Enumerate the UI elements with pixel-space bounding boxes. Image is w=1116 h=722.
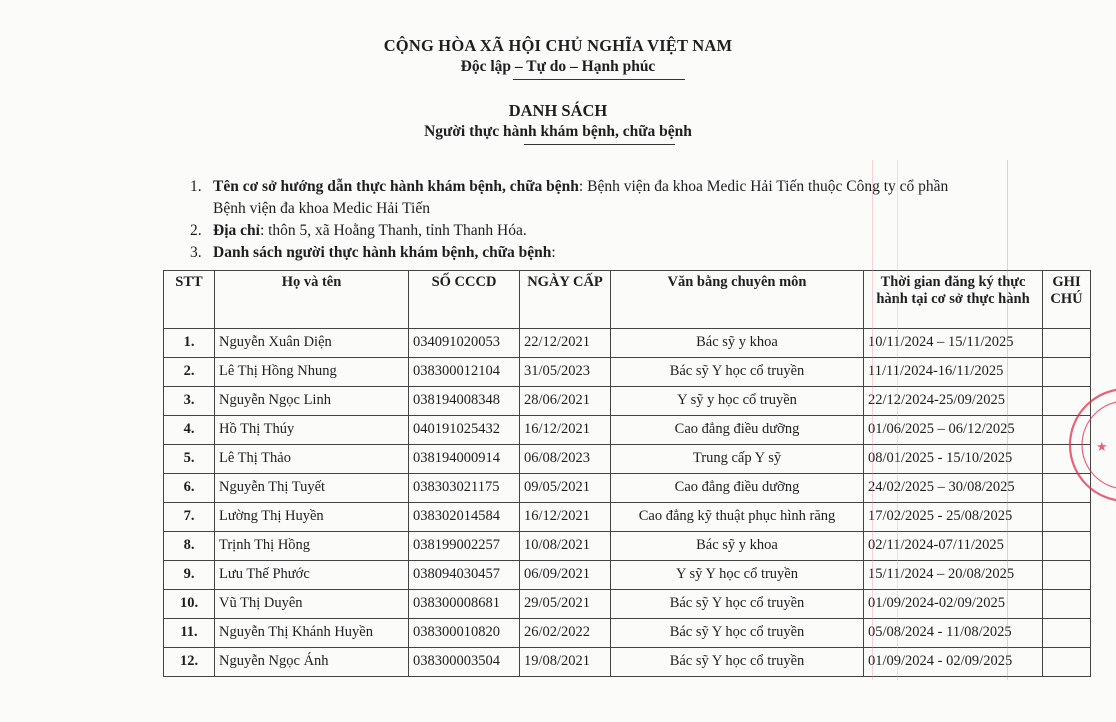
- cell-note: [1043, 648, 1091, 677]
- cell-cccd: 038094030457: [409, 561, 520, 590]
- table-row: [164, 561, 1091, 590]
- cell-note: [1043, 387, 1091, 416]
- cell-issue-date: 22/12/2021: [520, 329, 611, 358]
- cell-note: [1043, 561, 1091, 590]
- cell-name: Nguyễn Ngọc Linh: [215, 387, 409, 416]
- cell-stt: 8.: [164, 532, 215, 561]
- cell-degree: Bác sỹ Y học cổ truyền: [611, 358, 864, 387]
- cell-cccd: 038300008681: [409, 590, 520, 619]
- cell-issue-date: 28/06/2021: [520, 387, 611, 416]
- cell-stt: 7.: [164, 503, 215, 532]
- table-row: [164, 503, 1091, 532]
- cell-name: Lê Thị Thảo: [215, 445, 409, 474]
- cell-cccd: 038302014584: [409, 503, 520, 532]
- cell-name: Trịnh Thị Hồng: [215, 532, 409, 561]
- cell-name: Lường Thị Huyền: [215, 503, 409, 532]
- nation-heading: CỘNG HÒA XÃ HỘI CHỦ NGHĨA VIỆT NAM: [383, 36, 733, 55]
- cell-name: Nguyễn Thị Khánh Huyền: [215, 619, 409, 648]
- table-row: [164, 416, 1091, 445]
- scan-guide-line: [897, 160, 898, 680]
- table-row: [164, 590, 1091, 619]
- cell-period: 22/12/2024-25/09/2025: [864, 387, 1043, 416]
- cell-issue-date: 19/08/2021: [520, 648, 611, 677]
- cell-name: Nguyễn Xuân Diện: [215, 329, 409, 358]
- cell-note: [1043, 619, 1091, 648]
- info-label: Địa chỉ: [213, 222, 260, 239]
- info-value: : Bệnh viện đa khoa Medic Hải Tiến thuộc Công ty cổ phần: [578, 178, 949, 195]
- column-header-issue-date: NGÀY CẤP: [520, 271, 611, 329]
- cell-name: Hồ Thị Thúy: [215, 416, 409, 445]
- cell-issue-date: 31/05/2023: [520, 358, 611, 387]
- cell-stt: 5.: [164, 445, 215, 474]
- cell-issue-date: 06/09/2021: [520, 561, 611, 590]
- cell-period: 10/11/2024 – 15/11/2025: [864, 329, 1043, 358]
- scan-guide-line: [872, 160, 873, 680]
- cell-period: 11/11/2024-16/11/2025: [864, 358, 1043, 387]
- cell-period: 01/09/2024 - 02/09/2025: [864, 648, 1043, 677]
- motto-underline: [513, 79, 685, 80]
- table-row: [164, 329, 1091, 358]
- cell-issue-date: 09/05/2021: [520, 474, 611, 503]
- cell-note: [1043, 532, 1091, 561]
- cell-issue-date: 16/12/2021: [520, 503, 611, 532]
- cell-degree: Cao đẳng điều dưỡng: [611, 474, 864, 503]
- cell-issue-date: 26/02/2022: [520, 619, 611, 648]
- cell-cccd: 038199002257: [409, 532, 520, 561]
- cell-cccd: 038194000914: [409, 445, 520, 474]
- cell-cccd: 040191025432: [409, 416, 520, 445]
- scan-guide-line: [1007, 160, 1008, 680]
- cell-name: Nguyễn Thị Tuyết: [215, 474, 409, 503]
- info-item-facility: [190, 176, 948, 198]
- info-number: 1.: [190, 178, 202, 195]
- cell-issue-date: 16/12/2021: [520, 416, 611, 445]
- subtitle-underline: [524, 144, 675, 145]
- cell-name: Nguyễn Ngọc Ánh: [215, 648, 409, 677]
- cell-period: 24/02/2025 – 30/08/2025: [864, 474, 1043, 503]
- cell-issue-date: 10/08/2021: [520, 532, 611, 561]
- cell-period: 01/06/2025 – 06/12/2025: [864, 416, 1043, 445]
- cell-cccd: 038300003504: [409, 648, 520, 677]
- cell-degree: Y sỹ Y học cổ truyền: [611, 561, 864, 590]
- cell-name: Lưu Thế Phước: [215, 561, 409, 590]
- cell-note: [1043, 474, 1091, 503]
- cell-stt: 1.: [164, 329, 215, 358]
- cell-degree: Bác sỹ y khoa: [611, 329, 864, 358]
- cell-degree: Y sỹ y học cổ truyền: [611, 387, 864, 416]
- table-row: [164, 619, 1091, 648]
- table-row: [164, 648, 1091, 677]
- stamp-star: ★: [1096, 439, 1108, 454]
- info-label: Tên cơ sở hướng dẫn thực hành khám bệnh, chữa bệnh: [213, 178, 579, 195]
- cell-stt: 11.: [164, 619, 215, 648]
- cell-issue-date: 06/08/2023: [520, 445, 611, 474]
- info-number: 3.: [190, 244, 202, 261]
- cell-period: 02/11/2024-07/11/2025: [864, 532, 1043, 561]
- info-item-list: [190, 242, 556, 264]
- info-value: :: [551, 244, 556, 261]
- cell-degree: Cao đẳng điều dưỡng: [611, 416, 864, 445]
- motto: Độc lập – Tự do – Hạnh phúc: [460, 58, 656, 75]
- cell-note: [1043, 445, 1091, 474]
- cell-degree: Bác sỹ Y học cổ truyền: [611, 590, 864, 619]
- cell-stt: 9.: [164, 561, 215, 590]
- cell-note: [1043, 416, 1091, 445]
- cell-period: 01/09/2024-02/09/2025: [864, 590, 1043, 619]
- cell-note: [1043, 329, 1091, 358]
- table-row: [164, 358, 1091, 387]
- column-header-degree: Văn bằng chuyên môn: [611, 271, 864, 329]
- cell-stt: 3.: [164, 387, 215, 416]
- table-row: [164, 387, 1091, 416]
- cell-stt: 12.: [164, 648, 215, 677]
- cell-cccd: 038194008348: [409, 387, 520, 416]
- cell-cccd: 038303021175: [409, 474, 520, 503]
- column-header-cccd: SỐ CCCD: [409, 271, 520, 329]
- column-header-stt: STT: [164, 271, 215, 329]
- cell-degree: Trung cấp Y sỹ: [611, 445, 864, 474]
- cell-degree: Bác sỹ Y học cổ truyền: [611, 648, 864, 677]
- cell-period: 08/01/2025 - 15/10/2025: [864, 445, 1043, 474]
- cell-cccd: 038300012104: [409, 358, 520, 387]
- info-value: : thôn 5, xã Hoằng Thanh, tỉnh Thanh Hóa.: [259, 222, 527, 239]
- cell-issue-date: 29/05/2021: [520, 590, 611, 619]
- document-title: DANH SÁCH: [508, 101, 608, 120]
- document-subtitle: Người thực hành khám bệnh, chữa bệnh: [424, 123, 692, 140]
- cell-stt: 6.: [164, 474, 215, 503]
- cell-cccd: 034091020053: [409, 329, 520, 358]
- table-row: [164, 532, 1091, 561]
- column-header-note: GHI CHÚ: [1043, 271, 1091, 329]
- table-row: [164, 445, 1091, 474]
- cell-name: Vũ Thị Duyên: [215, 590, 409, 619]
- info-item-address: [190, 220, 527, 242]
- cell-period: 05/08/2024 - 11/08/2025: [864, 619, 1043, 648]
- cell-degree: Bác sỹ y khoa: [611, 532, 864, 561]
- practitioner-table: [163, 270, 1091, 677]
- cell-note: [1043, 503, 1091, 532]
- cell-degree: Cao đẳng kỹ thuật phục hình răng: [611, 503, 864, 532]
- column-header-period: Thời gian đăng ký thực hành tại cơ sở thực hành: [864, 271, 1043, 329]
- table-header-row: [164, 271, 1091, 329]
- cell-period: 17/02/2025 - 25/08/2025: [864, 503, 1043, 532]
- column-header-name: Họ và tên: [215, 271, 409, 329]
- cell-name: Lê Thị Hồng Nhung: [215, 358, 409, 387]
- cell-note: [1043, 590, 1091, 619]
- info-item-facility-continued: Bệnh viện đa khoa Medic Hải Tiến: [213, 200, 430, 217]
- cell-note: [1043, 358, 1091, 387]
- cell-stt: 10.: [164, 590, 215, 619]
- table-row: [164, 474, 1091, 503]
- cell-period: 15/11/2024 – 20/08/2025: [864, 561, 1043, 590]
- cell-degree: Bác sỹ Y học cổ truyền: [611, 619, 864, 648]
- cell-stt: 4.: [164, 416, 215, 445]
- info-number: 2.: [190, 222, 202, 239]
- cell-stt: 2.: [164, 358, 215, 387]
- cell-cccd: 038300010820: [409, 619, 520, 648]
- info-label: Danh sách người thực hành khám bệnh, chữa bệnh: [213, 244, 552, 261]
